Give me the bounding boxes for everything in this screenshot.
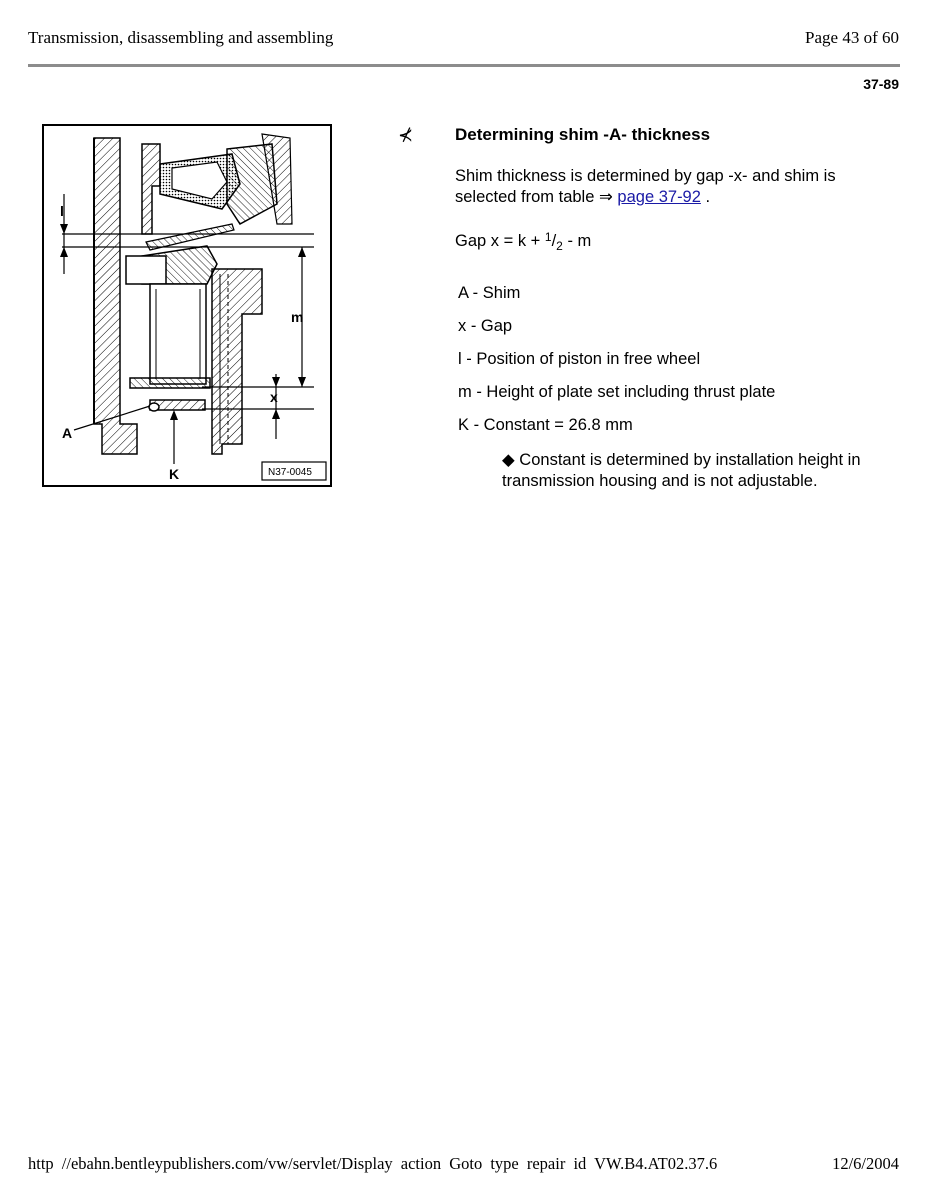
header-divider [28,64,900,67]
page-37-92-link[interactable]: page 37-92 [617,188,701,206]
label-m: m [291,309,304,325]
page-code: 37-89 [863,76,899,92]
legend-item: m - Height of plate set including thrust plate [458,383,776,401]
legend-item: x - Gap [458,317,513,335]
shim-description [455,166,895,208]
label-a: A [62,425,73,441]
label-x: x [270,389,278,405]
figure-ref: N37-0045 [268,467,312,478]
arrow-left-icon: ⊀ [398,125,414,145]
para-end: . [705,188,711,206]
footer-url: http //ebahn.bentleypublishers.com/vw/servlet/Display action Goto type repair id VW.B4.AT02.37.6 [28,1154,718,1173]
gap-formula [455,232,591,253]
header-page-number: Page 43 of 60 [805,28,899,47]
legend-list [458,284,775,449]
formula-denominator: 2 [556,239,563,253]
section-heading: Determining shim -A- thickness [455,125,711,144]
shim-diagram [42,124,332,487]
para-text: Shim thickness is determined by gap -x- and shim is selected from table [455,167,836,206]
legend-item: K - Constant = 26.8 mm [458,416,633,434]
label-l: l [60,203,64,219]
legend-item: A - Shim [458,284,521,302]
legend-item: l - Position of piston in free wheel [458,350,701,368]
double-arrow-icon: ⇒ [599,188,613,206]
header-title: Transmission, disassembling and assembling [28,28,334,47]
formula-slash: / [551,232,557,250]
formula-numerator: 1 [544,230,552,244]
label-k: K [169,466,180,482]
formula-suffix: - m [562,232,592,250]
formula-prefix: Gap x = k + [455,232,545,250]
diamond-bullet-icon: ◆ [502,451,515,469]
footer-date: 12/6/2004 [832,1154,899,1173]
constant-note [502,450,897,492]
note-text: Constant is determined by installation height in transmission housing and is not adjustable. [502,451,861,490]
